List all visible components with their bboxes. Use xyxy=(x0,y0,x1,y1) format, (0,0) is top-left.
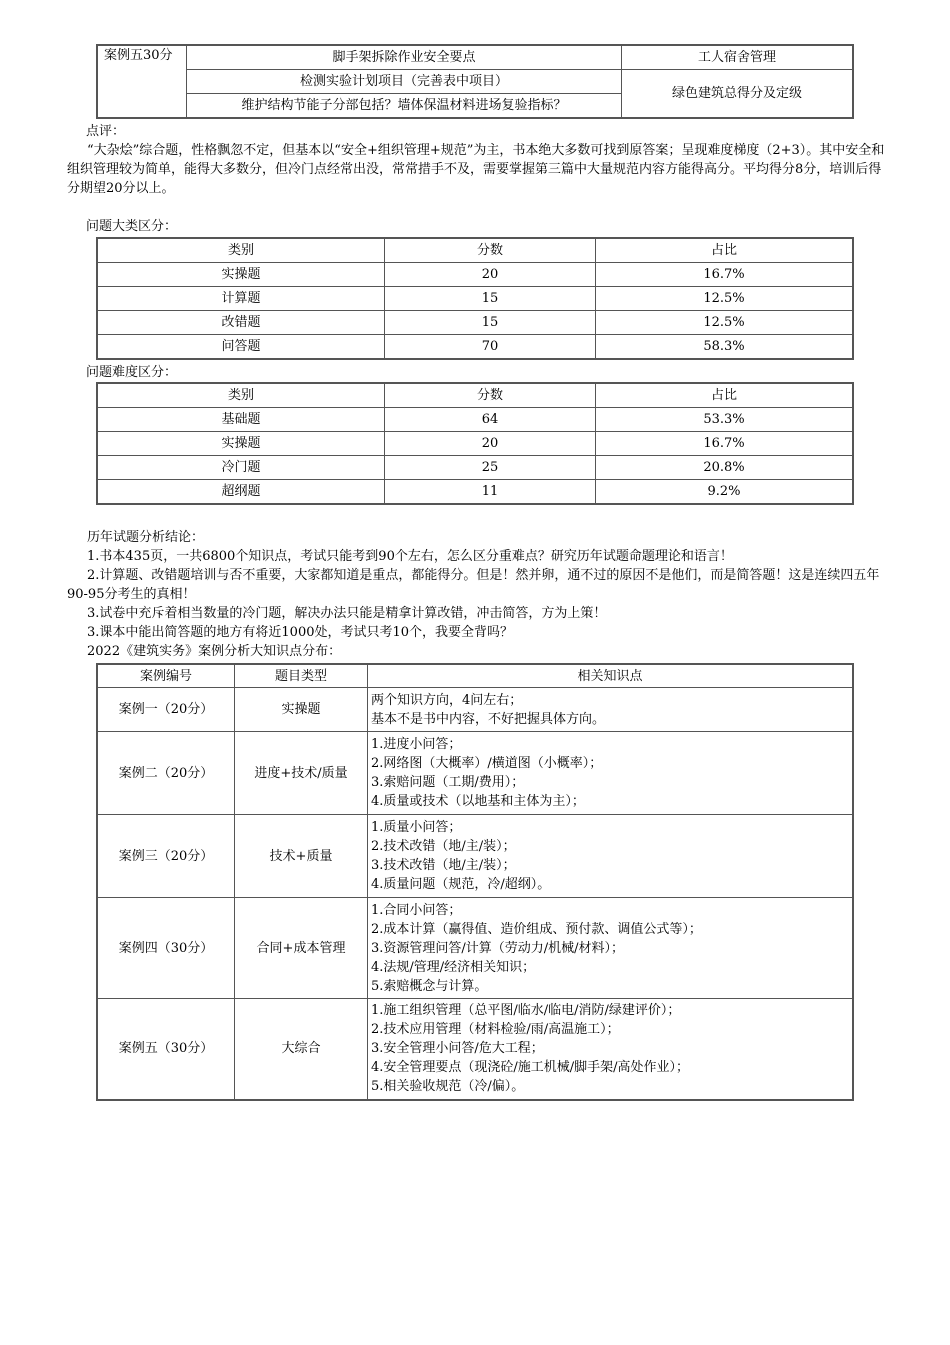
table-cell: 70 xyxy=(385,335,596,360)
table-row xyxy=(97,999,853,1100)
table-cell: 12.5% xyxy=(596,311,854,335)
case-cell: 案例一（20分） xyxy=(97,688,235,732)
table-header: 案例编号 xyxy=(97,664,235,688)
table-row xyxy=(97,263,853,287)
table-row xyxy=(97,898,853,999)
table-cell: 改错题 xyxy=(97,311,385,335)
type-cell: 合同+成本管理 xyxy=(235,898,368,999)
top-cell: 检测实验计划项目（完善表中项目） xyxy=(187,70,622,94)
table-cell: 25 xyxy=(385,456,596,480)
review-heading: 点评： xyxy=(86,124,126,139)
analysis-table-title: 2022《建筑实务》案例分析大知识点分布： xyxy=(87,644,342,659)
category-table xyxy=(96,237,854,360)
table-cell: 64 xyxy=(385,408,596,432)
table-cell: 基础题 xyxy=(97,408,385,432)
table-cell: 20 xyxy=(385,432,596,456)
table-cell: 58.3% xyxy=(596,335,854,360)
case-five-label: 案例五30分 xyxy=(97,45,187,118)
conclusion-item: 3.课本中能出简答题的地方有将近1000处，考试只考10个，我要全背吗？ xyxy=(87,625,514,640)
table-row xyxy=(97,732,853,815)
point-line: 2.成本计算（赢得值、造价组成、预付款、调值公式等）； xyxy=(371,921,702,937)
difficulty-title: 问题难度区分： xyxy=(86,365,178,380)
table-header: 分数 xyxy=(385,383,596,408)
table-cell: 实操题 xyxy=(97,263,385,287)
table-row xyxy=(97,311,853,335)
point-line: 基本不是书中内容，不好把握具体方向。 xyxy=(371,711,606,727)
point-line: 4.质量或技术（以地基和主体为主）； xyxy=(371,794,585,809)
point-line: 4.质量问题（规范，冷/超纲）。 xyxy=(371,877,551,892)
point-line: 4.安全管理要点（现浇砼/施工机械/脚手架/高处作业）； xyxy=(371,1060,690,1076)
point-line: 5.相关验收规范（冷/偏）。 xyxy=(371,1079,525,1095)
table-cell: 16.7% xyxy=(596,263,854,287)
analysis-table xyxy=(96,663,854,1101)
table-cell: 20.8% xyxy=(596,456,854,480)
case-cell: 案例四（30分） xyxy=(97,898,235,999)
table-header: 类别 xyxy=(97,383,385,408)
points-cell xyxy=(368,815,854,898)
table-cell: 9.2% xyxy=(596,480,854,505)
point-line: 2.技术应用管理（材料检验/雨/高温施工）； xyxy=(371,1022,620,1038)
table-header: 占比 xyxy=(596,238,854,263)
conclusions-heading: 历年试题分析结论： xyxy=(87,530,205,545)
conclusion-item: 1.书本435页，一共6800个知识点，考试只能考到90个左右，怎么区分重难点？研究历年试题命题理论和语言！ xyxy=(87,549,733,564)
table-cell: 超纲题 xyxy=(97,480,385,505)
table-row xyxy=(97,287,853,311)
point-line: 3.安全管理小问答/危大工程； xyxy=(371,1041,544,1057)
points-cell xyxy=(368,732,854,815)
point-line: 1.施工组织管理（总平图/临水/临电/消防/绿建评价）； xyxy=(371,1003,681,1019)
type-cell: 进度+技术/质量 xyxy=(235,732,368,815)
point-line: 1.合同小问答； xyxy=(371,902,462,918)
case-cell: 案例三（20分） xyxy=(97,815,235,898)
top-cell: 维护结构节能子分部包括？墙体保温材料进场复验指标？ xyxy=(187,94,622,119)
review-section xyxy=(67,122,892,198)
table-cell: 计算题 xyxy=(97,287,385,311)
point-line: 4.法规/管理/经济相关知识； xyxy=(371,959,536,975)
table-row xyxy=(97,335,853,360)
top-cell: 脚手架拆除作业安全要点 xyxy=(187,45,622,70)
table-header: 占比 xyxy=(596,383,854,408)
type-cell: 实操题 xyxy=(235,688,368,732)
points-cell xyxy=(368,688,854,732)
table-cell: 问答题 xyxy=(97,335,385,360)
table-cell: 20 xyxy=(385,263,596,287)
case-cell: 案例二（20分） xyxy=(97,732,235,815)
table-row xyxy=(97,456,853,480)
point-line: 1.进度小问答； xyxy=(371,737,462,752)
points-cell xyxy=(368,999,854,1100)
point-line: 5.索赔概念与计算。 xyxy=(371,978,488,994)
table-header: 相关知识点 xyxy=(368,664,854,688)
table-cell: 16.7% xyxy=(596,432,854,456)
conclusion-item: 3.试卷中充斥着相当数量的冷门题，解决办法只能是精拿计算改错，冲击简答，方为上策！ xyxy=(87,606,607,621)
point-line: 两个知识方向，4问左右； xyxy=(371,692,523,708)
point-line: 3.资源管理问答/计算（劳动力/机械/材料）； xyxy=(371,940,625,956)
category-title: 问题大类区分： xyxy=(86,219,178,234)
table-cell: 12.5% xyxy=(596,287,854,311)
point-line: 3.技术改错（地/主/装）； xyxy=(371,858,516,873)
table-cell: 实操题 xyxy=(97,432,385,456)
point-line: 2.技术改错（地/主/装）； xyxy=(371,839,516,854)
table-cell: 11 xyxy=(385,480,596,505)
type-cell: 技术+质量 xyxy=(235,815,368,898)
type-cell: 大综合 xyxy=(235,999,368,1100)
points-cell xyxy=(368,898,854,999)
top-cell: 绿色建筑总得分及定级 xyxy=(622,70,854,119)
case-five-table xyxy=(96,44,854,119)
table-cell: 冷门题 xyxy=(97,456,385,480)
top-cell: 工人宿舍管理 xyxy=(622,45,854,70)
conclusions-section xyxy=(67,528,892,661)
table-cell: 15 xyxy=(385,287,596,311)
review-text: “大杂烩”综合题，性格飘忽不定，但基本以“安全+组织管理+规范”为主，书本绝大多数可找到原答案；呈现难度梯度（2+3）。其中安全和组织管理较为简单，能得大多数分，但冷门点经常出没，常常措手不及，需要掌握第三篇中大量规范内容方能得高分。平均得分8分，培训后得分期望20分以上。 xyxy=(67,143,885,196)
point-line: 2.网络图（大概率）/横道图（小概率）； xyxy=(371,756,603,771)
table-header: 分数 xyxy=(385,238,596,263)
difficulty-table xyxy=(96,382,854,505)
table-row xyxy=(97,432,853,456)
point-line: 1.质量小问答； xyxy=(371,820,462,835)
table-header: 类别 xyxy=(97,238,385,263)
point-line: 3.索赔问题（工期/费用）； xyxy=(371,775,525,790)
table-cell: 15 xyxy=(385,311,596,335)
table-row xyxy=(97,688,853,732)
table-cell: 53.3% xyxy=(596,408,854,432)
case-cell: 案例五（30分） xyxy=(97,999,235,1100)
conclusion-item: 2.计算题、改错题培训与否不重要，大家都知道是重点，都能得分。但是！然并卵，通不过的原因不是他们，而是简答题！这是连续四五年90-95分考生的真相！ xyxy=(67,568,880,602)
table-row xyxy=(97,480,853,505)
table-row xyxy=(97,815,853,898)
table-header: 题目类型 xyxy=(235,664,368,688)
table-row xyxy=(97,408,853,432)
